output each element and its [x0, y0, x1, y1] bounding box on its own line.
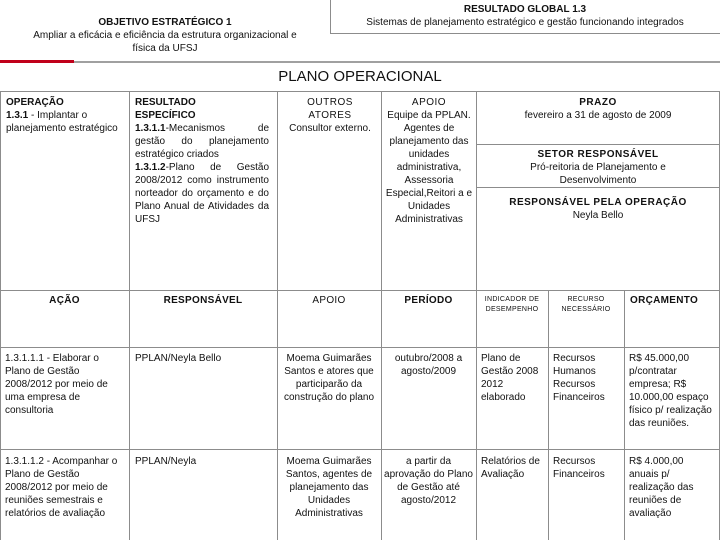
setor-label: SETOR RESPONSÁVEL: [537, 149, 659, 160]
operacao-text-wrap: [6, 109, 124, 135]
grid-v-left: [0, 91, 1, 540]
row2-acao: 1.3.1.1.2 - Acompanhar o Plano de Gestão 2008/2012 por meio de reuniões semestrais e relatórios de avaliação: [5, 456, 118, 519]
grid-h-header-bottom: [0, 347, 720, 348]
global-result-block: [330, 3, 720, 29]
objective-text: Ampliar a eficácia e eficiência da estrutura organizacional e física da UFSJ: [33, 30, 297, 54]
outros-label-2: ATORES: [308, 110, 352, 121]
grid-v-3: [381, 91, 382, 540]
grid-v-6: [624, 290, 625, 540]
operacao-code: 1.3.1: [6, 110, 29, 121]
prazo-label: PRAZO: [579, 97, 617, 108]
row1-acao: 1.3.1.1.1 - Elaborar o Plano de Gestão 2008/2012 por meio de uma empresa de consultoria: [5, 353, 108, 416]
grid-h-top: [0, 91, 720, 92]
header-apoio: APOIO: [312, 295, 346, 306]
grid-h-prazo: [476, 144, 720, 145]
row2-periodo: a partir da aprovação do Plano de Gestão até agosto/2012: [384, 456, 473, 506]
grid-v-4: [476, 91, 477, 540]
apoio-top-label: APOIO: [411, 97, 447, 108]
resultado-item2-text: -Plano de Gestão 2008/2012 como instrumento norteador do orçamento e do Plano Anual de Atividades da UFSJ: [135, 162, 269, 225]
operacao-label: OPERAÇÃO: [6, 97, 64, 108]
row2-orcamento: R$ 4.000,00 anuais p/ realização das reuniões de avaliação: [629, 456, 694, 519]
grid-v-5: [548, 290, 549, 540]
row2-apoio: Moema Guimarães Santos, agentes de planejamento das Unidades Administrativas: [285, 456, 373, 519]
header-periodo: PERÍODO: [404, 295, 453, 306]
global-result-title: RESULTADO GLOBAL 1.3: [463, 4, 587, 15]
prazo-cell: [478, 96, 718, 122]
prazo-value: fevereiro a 31 de agosto de 2009: [524, 110, 672, 121]
operacao-cell: [6, 96, 124, 135]
grid-v-1: [129, 91, 130, 540]
header-area: [0, 0, 720, 60]
setor-value: Pró-reitoria de Planejamento e Desenvolvimento: [530, 162, 666, 186]
resultado-label-2: ESPECÍFICO: [135, 110, 196, 121]
row2-responsavel: PPLAN/Neyla: [135, 456, 197, 467]
header-divider-v: [330, 0, 331, 34]
grid-h-row1-bottom: [0, 449, 720, 450]
red-accent-bar: [0, 60, 74, 63]
resp-op-label: RESPONSÁVEL PELA OPERAÇÃO: [509, 197, 687, 208]
apoio-top-cell: [384, 96, 474, 226]
plan-title: PLANO OPERACIONAL: [278, 68, 442, 85]
row1-apoio: Moema Guimarães Santos e atores que participarão da construção do plano: [283, 353, 375, 403]
resultado-cell: [135, 96, 269, 226]
resultado-item-2: [135, 161, 269, 226]
row1-recurso: Recursos Humanos Recursos Financeiros: [553, 353, 605, 403]
header-divider-h: [330, 33, 720, 34]
row2-indicador: Relatórios de Avaliação: [481, 456, 540, 480]
resultado-item1-code: 1.3.1.1: [135, 123, 166, 134]
outros-atores-cell: [280, 96, 380, 135]
header-responsavel: RESPONSÁVEL: [163, 295, 243, 306]
objective-title: OBJETIVO ESTRATÉGICO 1: [98, 17, 232, 28]
resultado-item-1: [135, 122, 269, 161]
row1-periodo: outubro/2008 a agosto/2009: [394, 353, 463, 377]
outros-value: Consultor externo.: [289, 123, 371, 134]
outros-label-1: OUTROS: [307, 97, 353, 108]
resp-op-cell: [478, 196, 718, 222]
global-result-text: Sistemas de planejamento estratégico e gestão funcionando integrados: [366, 17, 684, 28]
grid-h-setor: [476, 187, 720, 188]
header-orcamento: ORÇAMENTO: [630, 295, 699, 306]
setor-cell: [478, 148, 718, 187]
header-acao: AÇÃO: [49, 295, 80, 306]
apoio-top-value: Equipe da PPLAN. Agentes de planejamento das unidades administrativa, Assessoria Especial,Reitori a e Unidades Administrativas: [385, 110, 473, 225]
gray-accent-bar: [74, 61, 720, 63]
grid-h-mid: [0, 290, 720, 291]
resultado-item1-text: -Mecanismos de gestão do planejamento estratégico criados: [135, 123, 269, 160]
row1-orcamento: R$ 45.000,00 p/contratar empresa; R$ 10.000,00 espaço físico p/ realização das reuniões.: [629, 353, 712, 429]
header-recurso: RECURSO NECESSÁRIO: [561, 296, 611, 313]
header-indicador: INDICADOR DE DESEMPENHO: [484, 296, 540, 313]
resp-op-value: Neyla Bello: [572, 210, 624, 221]
row1-indicador: Plano de Gestão 2008 2012 elaborado: [481, 353, 539, 403]
grid-v-2: [277, 91, 278, 540]
row1-responsavel: PPLAN/Neyla Bello: [135, 353, 222, 364]
resultado-label-1: RESULTADO: [135, 97, 196, 108]
resultado-item2-code: 1.3.1.2: [135, 162, 166, 173]
row2-recurso: Recursos Financeiros: [553, 456, 605, 480]
operacao-text: - Implantar o planejamento estratégico: [6, 110, 118, 134]
objective-block: [0, 16, 330, 55]
